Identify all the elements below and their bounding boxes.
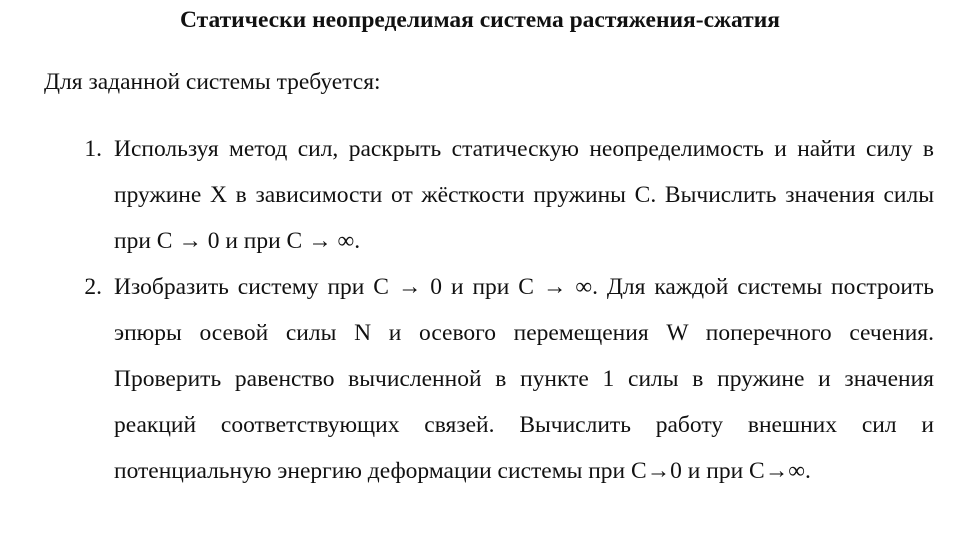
list-item-2: [0, 264, 960, 494]
document-title: Статически неопределимая система растяжения-сжатия: [180, 7, 780, 33]
list-item-number: 1.: [84, 136, 102, 162]
list-item-number: 2.: [84, 274, 102, 300]
list-item-text: Используя метод сил, раскрыть статическую неопределимость и найти силу в пружине X в зависимости от жёсткости пружины C. Вычислить значения силы при C → 0 и при C → ∞.: [114, 136, 934, 254]
list-item-text: Изобразить систему при C → 0 и при C → ∞. Для каждой системы построить эпюры осевой силы N и осевого перемещения W поперечного сечения. Проверить равенство вычисленной в пункте 1 силы в пружине и значения реакций соответствующих связей. Вычислить работу внешних сил и потенциальную энергию деформации системы при C→0 и при C→∞.: [114, 274, 934, 484]
intro-text: Для заданной системы требуется:: [44, 69, 381, 95]
task-list: [0, 126, 960, 494]
list-item-1: [0, 126, 960, 264]
